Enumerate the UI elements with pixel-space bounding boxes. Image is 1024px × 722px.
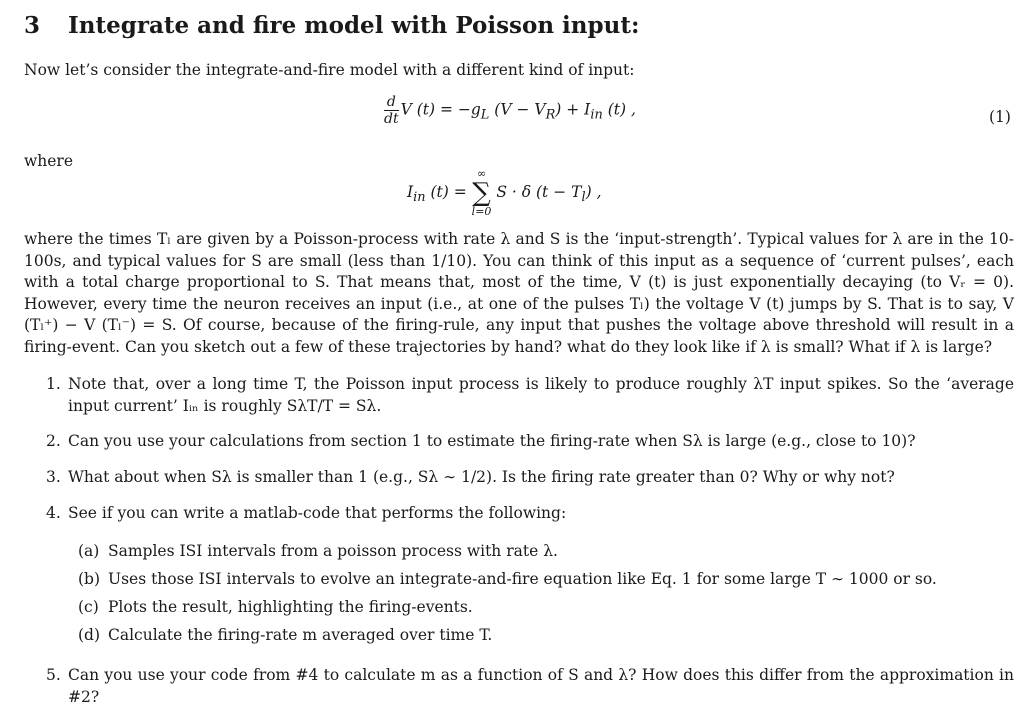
sub-item-text: Uses those ISI intervals to evolve an integrate-and-fire equation like Eq. 1 for some large T ∼ 1000 or so. — [108, 570, 937, 588]
item-number: 1. — [46, 375, 61, 393]
equation-2 — [407, 168, 602, 218]
sub-item-label: (c) — [78, 598, 99, 616]
frac-numerator: d — [386, 94, 396, 110]
sub-item-label: (b) — [78, 570, 101, 588]
summation — [472, 168, 492, 218]
list-item — [46, 374, 1014, 417]
equation-number: (1) — [989, 108, 1011, 126]
body-paragraph: where the times Tₗ are given by a Poisson-process with rate λ and S is the ‘input-strength’. Typical values for λ are in the 10-100s, and typical values for S are small (less than 1/10). You can think of this input as a sequence of ‘current pulses’, each with a total charge proportional to S. That means that, most of the time, V (t) is just exponentially decaying (to Vᵣ = 0). However, every time the neuron receives an input (i.e., at one of the pulses Tₗ) the voltage V (t) jumps by S. That is to say, V (Tₗ⁺) − V (Tₗ⁻) = S. Of course, because of the firing-rule, any input that pushes the voltage above threshold will result in a firing-event. Can you sketch out a few of these trajectories by hand? what do they look like if λ is small? What if λ is large? — [24, 230, 1014, 356]
where-label: where — [24, 152, 74, 170]
sub-item-label: (a) — [78, 542, 100, 560]
list-item — [46, 503, 1014, 525]
eq1-rhs4: (t) , — [602, 100, 636, 119]
sub-item — [78, 625, 1014, 647]
frac-denominator: dt — [384, 111, 399, 127]
sub-item-text: Plots the result, highlighting the firing-events. — [108, 598, 473, 616]
intro-paragraph: Now let’s consider the integrate-and-fire model with a different kind of input: — [24, 61, 635, 79]
eq2-lhs2: (t) = — [425, 183, 472, 201]
eq1-sub-in: in — [590, 107, 603, 123]
sum-upper-limit: ∞ — [476, 167, 487, 180]
item-number: 3. — [46, 468, 61, 486]
eq1-rhs2: (V − V — [489, 100, 546, 119]
eq1-rhs3: ) + I — [555, 100, 591, 119]
sum-lower-limit: l=0 — [471, 205, 492, 218]
eq2-rhs-sub: l — [581, 190, 586, 206]
sub-item — [78, 541, 1014, 563]
eq1-rhs: V (t) = −g — [400, 100, 481, 119]
list-item — [46, 467, 1014, 489]
list-item — [46, 665, 1014, 708]
section-heading — [24, 12, 639, 39]
sum-symbol: ∑ — [472, 178, 491, 208]
item-text: Can you use your calculations from section 1 to estimate the firing-rate when Sλ is large (e.g., close to 10)? — [68, 432, 916, 450]
derivative-fraction — [384, 94, 399, 127]
list-item — [46, 431, 1014, 453]
item-text: Note that, over a long time T, the Poisson input process is likely to produce roughly λT input spikes. So the ‘average input current’ Iᵢₙ is roughly SλT/T = Sλ. — [68, 375, 1014, 415]
item-number: 2. — [46, 432, 61, 450]
item-text: Can you use your code from #4 to calculate m as a function of S and λ? How does this differ from the approximation in #2? — [68, 666, 1014, 706]
sub-item-text: Samples ISI intervals from a poisson process with rate λ. — [108, 542, 558, 560]
equation-1 — [384, 94, 636, 127]
eq2-rhs2: ) , — [585, 183, 602, 201]
eq2-rhs: S · δ (t − T — [491, 183, 582, 201]
sub-item-text: Calculate the firing-rate m averaged over time T. — [108, 626, 493, 644]
section-number: 3 — [24, 12, 41, 39]
item-text: What about when Sλ is smaller than 1 (e.g., Sλ ∼ 1/2). Is the firing rate greater than 0? Why or why not? — [68, 468, 895, 486]
eq2-lhs-sub: in — [413, 190, 426, 206]
sub-item — [78, 569, 1014, 591]
sub-item-label: (d) — [78, 626, 101, 644]
eq1-sub-r: R — [545, 107, 556, 123]
sub-item — [78, 597, 1014, 619]
eq1-sub-l: L — [480, 107, 490, 123]
item-number: 4. — [46, 504, 61, 522]
item-number: 5. — [46, 666, 61, 684]
item-text: See if you can write a matlab-code that performs the following: — [68, 504, 567, 522]
section-title: Integrate and fire model with Poisson input: — [68, 12, 640, 39]
eq2-lhs: I — [407, 183, 414, 201]
